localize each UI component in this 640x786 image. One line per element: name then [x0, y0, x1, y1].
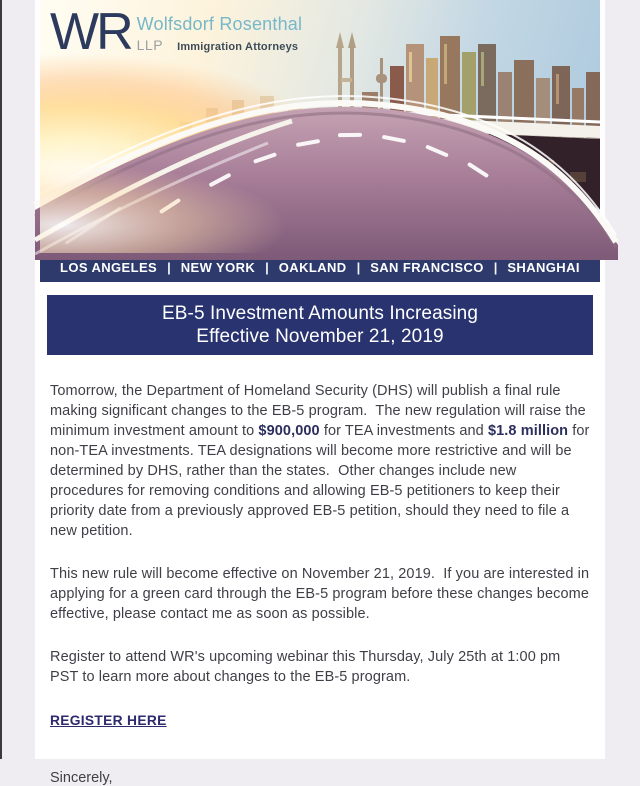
banner-line-2: Effective November 21, 2019 — [196, 326, 444, 347]
closing-text: Sincerely, — [50, 770, 113, 786]
city-label: SHANGHAI — [507, 260, 580, 275]
logo-company-name: Wolfsdorf Rosenthal — [136, 14, 303, 34]
register-here-link[interactable]: REGISTER HERE — [50, 713, 167, 728]
logo-tagline: Immigration Attorneys — [177, 41, 299, 53]
paragraph-3: Register to attend WR's upcoming webinar this Thursday, July 25th at 1:00 pm PST to learn more about changes to the EB-5 program. — [50, 649, 565, 685]
tea-amount: $900,000 — [258, 423, 320, 439]
email-body — [35, 0, 605, 786]
non-tea-amount: $1.8 million — [487, 423, 569, 439]
paragraph-1-text: for TEA investments and — [319, 423, 488, 439]
city-separator: | — [493, 260, 498, 275]
logo-llp: LLP — [136, 37, 164, 53]
hero-image — [40, 0, 600, 253]
company-logo — [50, 3, 303, 61]
paragraph-1-text: Tomorrow, the Department of Homeland Security (DHS) will publish a final rule making significant changes to the EB-5 program. The new regulation will raise the minimum investment amount to — [50, 383, 590, 439]
paragraph-1 — [50, 381, 594, 541]
paragraph-2: This new rule will become effective on November 21, 2019. If you are interested in applying for a green card through the EB-5 program before these changes become effective, please contact me as soon as possible. — [50, 566, 594, 622]
city-label: NEW YORK — [180, 260, 256, 275]
city-separator: | — [167, 260, 171, 275]
banner-line-1: EB-5 Investment Amounts Increasing — [162, 303, 478, 324]
title-banner — [47, 295, 593, 355]
paragraph-1-text: for non-TEA investments. TEA designations will become more restrictive and will be determined by DHS, rather than the states. Other changes include new procedures for removing conditions and allowing EB-5 petitioners to keep their priority date from a previously approved EB-5 petition, should they need to file a new petition. — [50, 423, 594, 539]
window-edge-line — [0, 0, 2, 759]
city-separator: | — [265, 260, 269, 275]
city-separator: | — [356, 260, 361, 275]
logo-monogram: WR — [50, 3, 131, 61]
city-label: OAKLAND — [278, 260, 347, 275]
email-content — [35, 381, 605, 786]
city-label: SAN FRANCISCO — [370, 260, 484, 275]
highway-road — [35, 96, 618, 260]
city-label: LOS ANGELES — [60, 260, 158, 275]
